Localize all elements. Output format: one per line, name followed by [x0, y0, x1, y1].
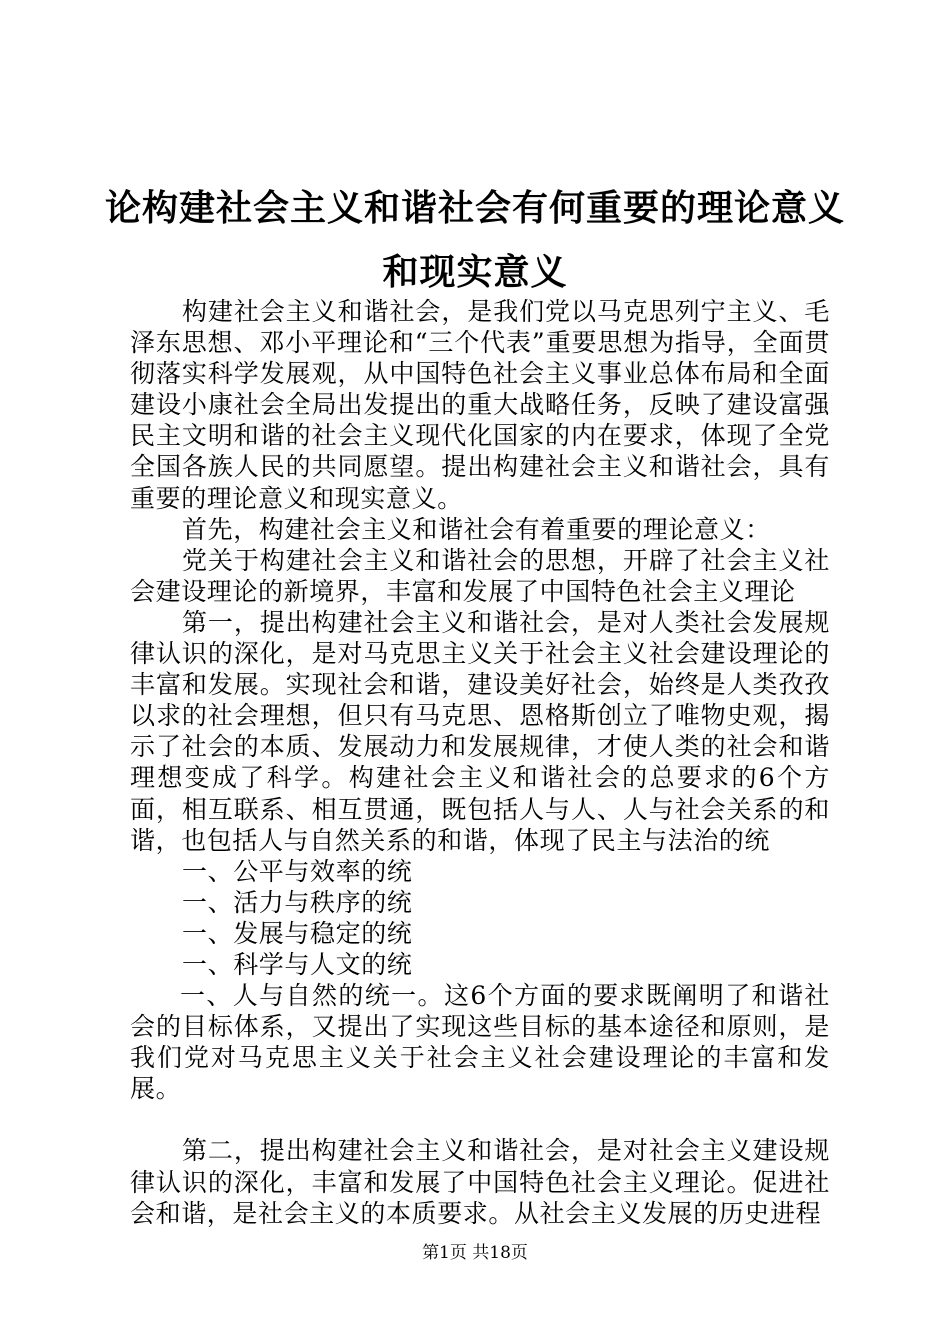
paragraph-second-point: 第二，提出构建社会主义和谐社会，是对社会主义建设规律认识的深化，丰富和发展了中国特色社会主义理论。促进社会和谐，是社会主义的本质要求。从社会主义发展的历史进程 [130, 1136, 830, 1228]
paragraph-theory-summary: 党关于构建社会主义和谐社会的思想，开辟了社会主义社会建设理论的新境界，丰富和发展了中国特色社会主义理论 [130, 545, 830, 606]
paragraph-intro: 构建社会主义和谐社会，是我们党以马克思列宁主义、毛泽东思想、邓小平理论和“三个代表”重要思想为指导，全面贯彻落实科学发展观，从中国特色社会主义事业总体布局和全面建设小康社会全局出发提出的重大战略任务，反映了建设富强民主文明和谐的社会主义现代化国家的内在要求，体现了全党全国各族人民的共同愿望。提出构建社会主义和谐社会，具有重要的理论意义和现实意义。 [130, 297, 830, 513]
list-item-development-stability: 一、发展与稳定的统 [182, 918, 413, 948]
document-title-line-1: 论构建社会主义和谐社会有何重要的理论意义 [104, 187, 845, 229]
list-item-vitality-order: 一、活力与秩序的统 [182, 887, 413, 917]
paragraph-first-point: 第一，提出构建社会主义和谐社会，是对人类社会发展规律认识的深化，是对马克思主义关于社会主义社会建设理论的丰富和发展。实现社会和谐，建设美好社会，始终是人类孜孜以求的社会理想，但只有马克思、恩格斯创立了唯物史观，揭示了社会的本质、发展动力和发展规律，才使人类的社会和谐理想变成了科学。构建社会主义和谐社会的总要求的6个方面，相互联系、相互贯通，既包括人与人、人与社会关系的和谐，也包括人与自然关系的和谐，体现了民主与法治的统 [130, 607, 830, 855]
page-number-footer: 第1页 共18页 [422, 1243, 528, 1263]
document-body [130, 296, 830, 1229]
list-item-fairness-efficiency: 一、公平与效率的统 [182, 856, 413, 886]
paragraph-theory-heading: 首先，构建社会主义和谐社会有着重要的理论意义： [182, 514, 771, 544]
list-item-human-nature: 一、人与自然的统一。这6个方面的要求既阐明了和谐社会的目标体系，又提出了实现这些目标的基本途径和原则，是我们党对马克思主义关于社会主义社会建设理论的丰富和发展。 [130, 981, 830, 1104]
list-item-science-humanities: 一、科学与人文的统 [182, 949, 413, 979]
document-title-line-2: 和现实意义 [382, 251, 568, 293]
